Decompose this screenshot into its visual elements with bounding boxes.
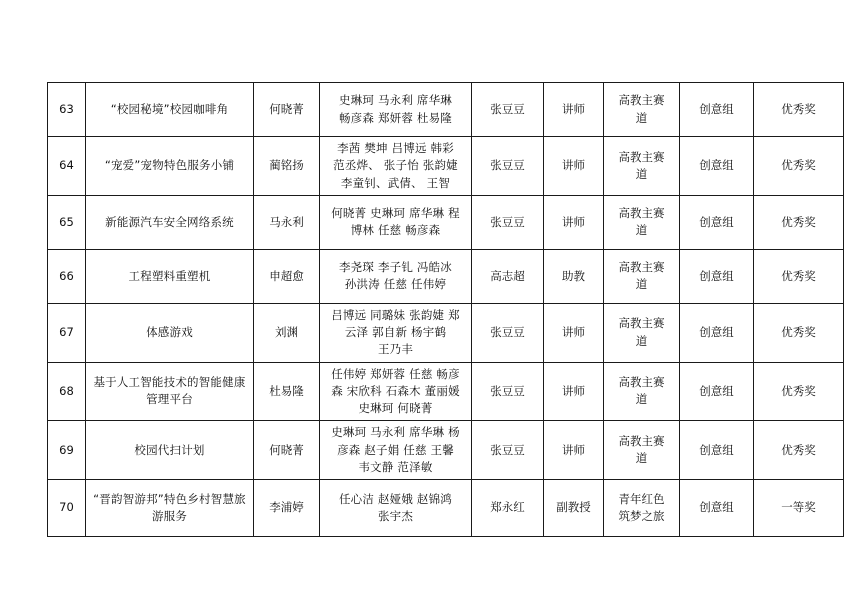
cell-prize: 优秀奖	[754, 303, 844, 362]
cell-leader: 何晓菁	[254, 83, 320, 137]
cell-group: 创意组	[680, 249, 754, 303]
cell-track: 高教主赛 道	[604, 249, 680, 303]
cell-advisor: 张豆豆	[472, 362, 544, 421]
cell-group: 创意组	[680, 362, 754, 421]
award-table-container	[47, 82, 819, 537]
cell-group: 创意组	[680, 421, 754, 480]
table-row	[48, 362, 844, 421]
cell-project-title: 校园代扫计划	[86, 421, 254, 480]
cell-advisor: 张豆豆	[472, 137, 544, 196]
cell-serial-number: 65	[48, 195, 86, 249]
cell-advisor-rank: 讲师	[544, 137, 604, 196]
cell-prize: 优秀奖	[754, 83, 844, 137]
cell-leader: 何晓菁	[254, 421, 320, 480]
cell-advisor-rank: 副教授	[544, 480, 604, 537]
table-row	[48, 195, 844, 249]
cell-team-members: 任伟婷 郑妍蓉 任慈 畅彦 森 宋欣科 石森木 董丽媛 史琳珂 何晓菁	[320, 362, 472, 421]
cell-track: 高教主赛 道	[604, 83, 680, 137]
cell-serial-number: 64	[48, 137, 86, 196]
cell-group: 创意组	[680, 195, 754, 249]
cell-group: 创意组	[680, 83, 754, 137]
table-row	[48, 249, 844, 303]
cell-prize: 一等奖	[754, 480, 844, 537]
cell-team-members: 史琳珂 马永利 席华琳 畅彦森 郑妍蓉 杜易隆	[320, 83, 472, 137]
cell-team-members: 李尧琛 李子钆 冯皓冰 孙洪涛 任慈 任伟婷	[320, 249, 472, 303]
cell-serial-number: 70	[48, 480, 86, 537]
cell-team-members: 任心洁 赵娅娥 赵锦鸿 张宇杰	[320, 480, 472, 537]
cell-project-title: 体感游戏	[86, 303, 254, 362]
table-row	[48, 303, 844, 362]
cell-track: 高教主赛 道	[604, 195, 680, 249]
cell-leader: 刘渊	[254, 303, 320, 362]
cell-advisor: 张豆豆	[472, 83, 544, 137]
cell-advisor-rank: 讲师	[544, 83, 604, 137]
table-row	[48, 83, 844, 137]
table-row	[48, 480, 844, 537]
cell-advisor-rank: 讲师	[544, 362, 604, 421]
cell-track: 高教主赛 道	[604, 303, 680, 362]
cell-leader: 申超愈	[254, 249, 320, 303]
cell-project-title: “宠爱”宠物特色服务小铺	[86, 137, 254, 196]
cell-track: 高教主赛 道	[604, 137, 680, 196]
cell-serial-number: 67	[48, 303, 86, 362]
cell-prize: 优秀奖	[754, 195, 844, 249]
cell-project-title: “校园秘境”校园咖啡角	[86, 83, 254, 137]
cell-advisor-rank: 讲师	[544, 421, 604, 480]
cell-track: 青年红色 筑梦之旅	[604, 480, 680, 537]
cell-advisor-rank: 助教	[544, 249, 604, 303]
cell-prize: 优秀奖	[754, 249, 844, 303]
cell-prize: 优秀奖	[754, 421, 844, 480]
cell-leader: 杜易隆	[254, 362, 320, 421]
cell-serial-number: 66	[48, 249, 86, 303]
cell-advisor: 张豆豆	[472, 303, 544, 362]
cell-advisor: 张豆豆	[472, 421, 544, 480]
cell-project-title: 工程塑料重塑机	[86, 249, 254, 303]
cell-leader: 李浦婷	[254, 480, 320, 537]
cell-project-title: 基于人工智能技术的智能健康管理平台	[86, 362, 254, 421]
cell-prize: 优秀奖	[754, 362, 844, 421]
cell-team-members: 何晓菁 史琳珂 席华琳 程 博林 任慈 畅彦森	[320, 195, 472, 249]
cell-team-members: 李茜 樊坤 吕博远 韩彩 范丞烨、 张子怡 张韵婕 李童钊、武倩、 王智	[320, 137, 472, 196]
cell-group: 创意组	[680, 303, 754, 362]
cell-advisor-rank: 讲师	[544, 195, 604, 249]
table-row	[48, 137, 844, 196]
cell-prize: 优秀奖	[754, 137, 844, 196]
cell-serial-number: 68	[48, 362, 86, 421]
cell-project-title: 新能源汽车安全网络系统	[86, 195, 254, 249]
cell-group: 创意组	[680, 137, 754, 196]
cell-team-members: 史琳珂 马永利 席华琳 杨 彦森 赵子娟 任慈 王馨 韦文静 范泽敏	[320, 421, 472, 480]
table-row	[48, 421, 844, 480]
cell-advisor: 张豆豆	[472, 195, 544, 249]
award-table	[47, 82, 844, 537]
cell-advisor: 郑永红	[472, 480, 544, 537]
cell-track: 高教主赛 道	[604, 362, 680, 421]
cell-team-members: 吕博远 同璐妹 张韵婕 郑 云泽 郭自新 杨宇鹤 王乃丰	[320, 303, 472, 362]
cell-group: 创意组	[680, 480, 754, 537]
cell-leader: 马永利	[254, 195, 320, 249]
cell-serial-number: 63	[48, 83, 86, 137]
cell-leader: 蔺铭扬	[254, 137, 320, 196]
cell-project-title: “晋韵智游邦”特色乡村智慧旅游服务	[86, 480, 254, 537]
cell-advisor-rank: 讲师	[544, 303, 604, 362]
cell-advisor: 高志超	[472, 249, 544, 303]
cell-serial-number: 69	[48, 421, 86, 480]
cell-track: 高教主赛 道	[604, 421, 680, 480]
